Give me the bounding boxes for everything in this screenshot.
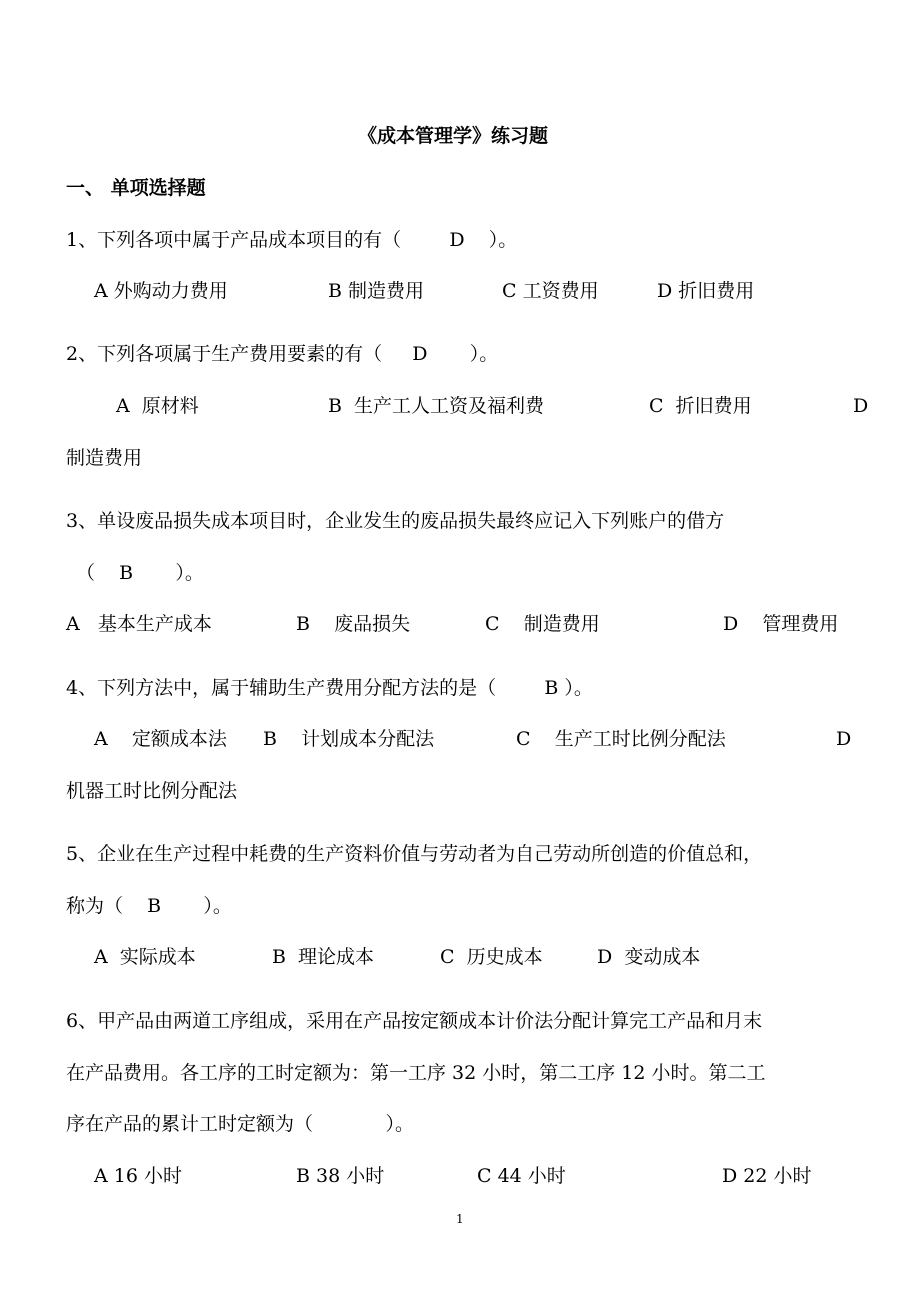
question-5-answer: 称为（ B ）。 xyxy=(66,895,232,917)
q4-option-d-text: 机器工时比例分配法 xyxy=(66,780,238,802)
question-1-stem: 1、下列各项中属于产品成本项目的有（ D ）。 xyxy=(66,229,518,251)
page-number: 1 xyxy=(456,1212,464,1226)
q3-option-d: D 管理费用 xyxy=(723,613,839,635)
question-3-answer: （ B ）。 xyxy=(76,562,204,584)
question-6-stem: 6、甲产品由两道工序组成，采用在产品按定额成本计价法分配计算完工产品和月末 xyxy=(66,1010,763,1032)
q3-option-b: B 废品损失 xyxy=(296,613,411,635)
question-4-stem: 4、下列方法中，属于辅助生产费用分配方法的是（ B ）。 xyxy=(66,677,593,699)
q4-option-d: D xyxy=(836,728,852,750)
q1-option-d: D 折旧费用 xyxy=(657,280,755,302)
question-2-stem: 2、下列各项属于生产费用要素的有（ D ）。 xyxy=(66,343,499,365)
q2-option-a: A 原材料 xyxy=(116,395,199,417)
q5-option-b: B 理论成本 xyxy=(272,946,375,968)
q6-option-b: B 38 小时 xyxy=(296,1165,385,1187)
section-heading: 一、 单项选择题 xyxy=(66,177,206,199)
question-3-stem: 3、单设废品损失成本项目时，企业发生的废品损失最终应记入下列账户的借方 xyxy=(66,510,725,532)
question-5-stem: 5、企业在生产过程中耗费的生产资料价值与劳动者为自己劳动所创造的价值总和， xyxy=(66,843,763,865)
q4-option-a: A 定额成本法 xyxy=(94,728,227,750)
q2-option-d-text: 制造费用 xyxy=(66,447,143,469)
q4-option-b: B 计划成本分配法 xyxy=(263,728,435,750)
q5-option-d: D 变动成本 xyxy=(597,946,701,968)
q2-option-c: C 折旧费用 xyxy=(649,395,752,417)
q2-option-d: D xyxy=(853,395,869,417)
q3-option-a: A 基本生产成本 xyxy=(66,613,212,635)
question-6-stem-line3: 序在产品的累计工时定额为（ ）。 xyxy=(66,1113,414,1135)
q2-option-b: B 生产工人工资及福利费 xyxy=(328,395,545,417)
q1-option-c: C 工资费用 xyxy=(502,280,599,302)
q4-option-c: C 生产工时比例分配法 xyxy=(516,728,726,750)
q5-option-c: C 历史成本 xyxy=(440,946,543,968)
q3-option-c: C 制造费用 xyxy=(485,613,600,635)
q6-option-d: D 22 小时 xyxy=(722,1165,812,1187)
q6-option-c: C 44 小时 xyxy=(477,1165,566,1187)
document-title: 《成本管理学》练习题 xyxy=(358,125,549,147)
q1-option-a: A 外购动力费用 xyxy=(94,280,228,302)
q5-option-a: A 实际成本 xyxy=(94,946,196,968)
q6-option-a: A 16 小时 xyxy=(94,1165,182,1187)
q1-option-b: B 制造费用 xyxy=(328,280,425,302)
question-6-stem-line2: 在产品费用。各工序的工时定额为：第一工序 32 小时，第二工序 12 小时。第二工 xyxy=(66,1062,766,1084)
